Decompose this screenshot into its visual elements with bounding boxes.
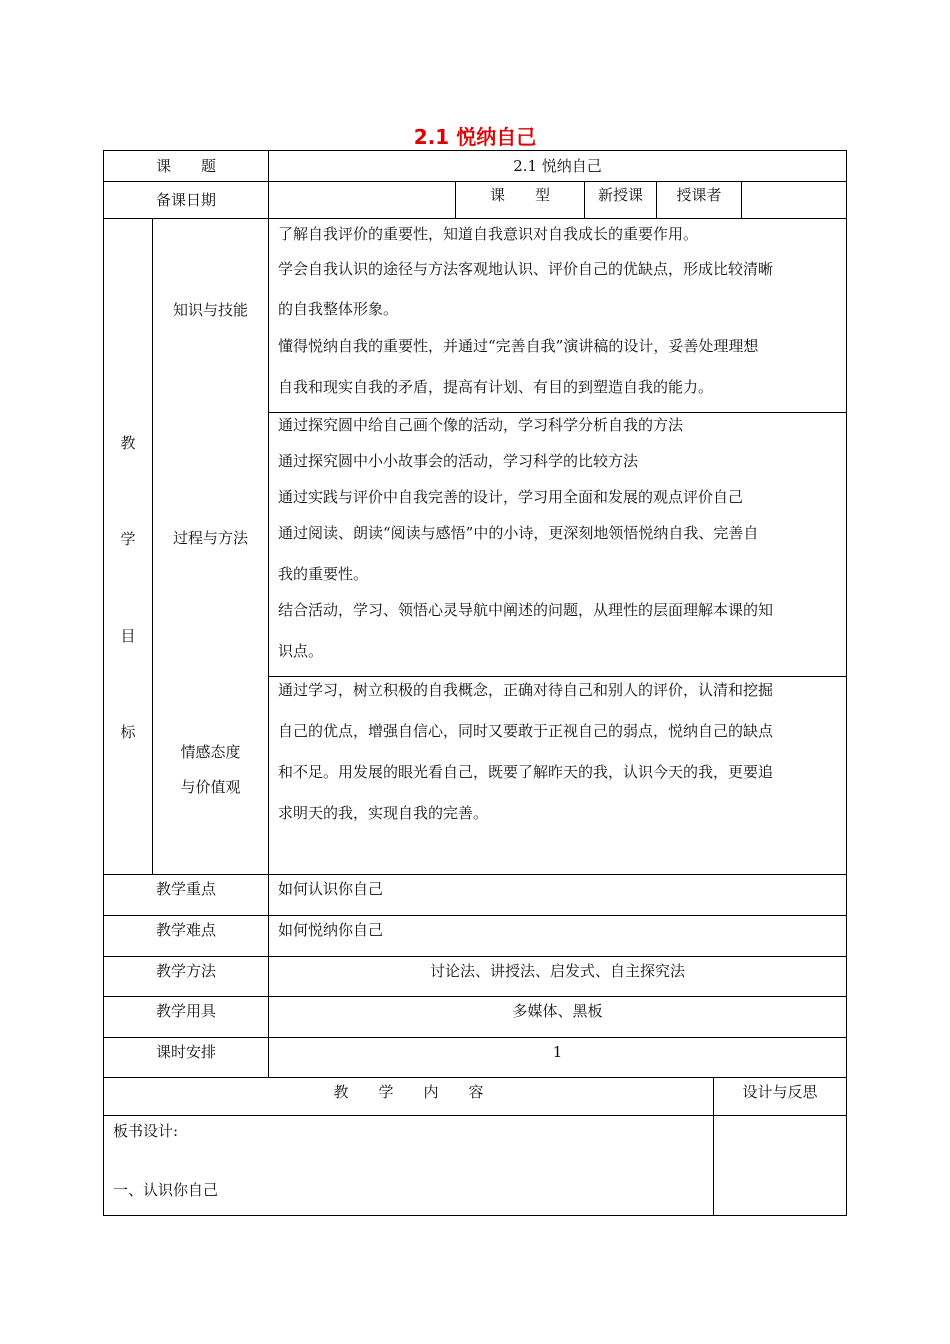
table-border-bottom: [103, 1215, 847, 1216]
difficulty-label: 教学难点: [155, 921, 216, 939]
process-line: 通过实践与评价中自我完善的设计，学习用全面和发展的观点评价自己: [278, 488, 744, 506]
objectives-label-char: 目: [120, 627, 136, 645]
key-point-value: 如何认识你自己: [278, 880, 384, 898]
topic-value: 2.1 悦纳自己: [513, 157, 602, 175]
table-border-right: [846, 150, 847, 1216]
table-row-divider: [268, 412, 847, 413]
process-label: 过程与方法: [172, 529, 248, 547]
table-row-divider: [103, 915, 847, 916]
table-row-divider: [103, 218, 847, 219]
tools-value: 多媒体、黑板: [512, 1002, 603, 1020]
tools-label: 教学用具: [155, 1002, 216, 1020]
knowledge-line: 懂得悦纳自我的重要性，并通过“完善自我”演讲稿的设计，妥善处理理想: [278, 337, 759, 355]
key-point-label: 教学重点: [155, 880, 216, 898]
topic-label: 课 题: [155, 157, 216, 175]
emotion-line: 和不足。用发展的眼光看自己，既要了解昨天的我，认识今天的我，更要追: [278, 763, 774, 781]
lesson-type-value: 新授课: [597, 186, 643, 204]
board-item: 一、认识你自己: [113, 1181, 219, 1199]
knowledge-line: 自我和现实自我的矛盾，提高有计划、有目的到塑造自我的能力。: [278, 378, 714, 396]
table-row-divider: [103, 1077, 847, 1078]
table-row-divider: [103, 1037, 847, 1038]
objectives-label-char: 教: [120, 434, 136, 452]
method-value: 讨论法、讲授法、启发式、自主探究法: [429, 962, 685, 980]
knowledge-line: 了解自我评价的重要性，知道自我意识对自我成长的重要作用。: [278, 225, 699, 243]
schedule-label: 课时安排: [155, 1043, 216, 1061]
prep-date-label: 备课日期: [155, 191, 216, 209]
board-design-label: 板书设计:: [113, 1122, 179, 1140]
emotion-line: 求明天的我，实现自我的完善。: [278, 804, 489, 822]
process-line: 通过探究圆中小小故事会的活动，学习科学的比较方法: [278, 452, 639, 470]
method-label: 教学方法: [155, 962, 216, 980]
table-row-divider: [103, 996, 847, 997]
objectives-label-char: 学: [120, 530, 136, 548]
teaching-content-header: 教 学 内 容: [333, 1083, 484, 1101]
table-row-divider: [103, 874, 847, 875]
objectives-label-char: 标: [120, 723, 136, 741]
difficulty-value: 如何悦纳你自己: [278, 921, 384, 939]
table-border-top: [103, 150, 847, 151]
process-line: 通过阅读、朗读“阅读与感悟”中的小诗，更深刻地领悟悦纳自我、完善自: [278, 524, 759, 542]
table-row-divider: [103, 956, 847, 957]
knowledge-line: 学会自我认识的途径与方法客观地认识、评价自己的优缺点，形成比较清晰: [278, 260, 774, 278]
emotion-label-line1: 情感态度: [180, 743, 241, 761]
emotion-line: 自己的优点，增强自信心，同时又要敢于正视自己的弱点，悦纳自己的缺点: [278, 722, 774, 740]
knowledge-line: 的自我整体形象。: [278, 300, 399, 318]
process-line: 通过探究圆中给自己画个像的活动，学习科学分析自我的方法: [278, 416, 684, 434]
table-row-divider: [103, 1115, 847, 1116]
schedule-value: 1: [552, 1043, 563, 1061]
process-line: 结合活动，学习、领悟心灵导航中阐述的问题，从理性的层面理解本课的知: [278, 601, 774, 619]
emotion-line: 通过学习，树立积极的自我概念，正确对待自己和别人的评价，认清和挖掘: [278, 681, 774, 699]
emotion-label-line2: 与价值观: [180, 778, 241, 796]
table-row-divider: [268, 676, 847, 677]
knowledge-label: 知识与技能: [172, 301, 248, 319]
lesson-type-label: 课 型: [489, 186, 550, 204]
teacher-label: 授课者: [676, 186, 722, 204]
process-line: 识点。: [278, 642, 324, 660]
table-col-divider: [741, 181, 742, 218]
design-reflection-header: 设计与反思: [742, 1083, 818, 1101]
table-col-divider: [268, 150, 269, 1078]
process-line: 我的重要性。: [278, 565, 369, 583]
page-title: 2.1 悦纳自己: [413, 125, 537, 149]
table-row-divider: [103, 181, 847, 182]
